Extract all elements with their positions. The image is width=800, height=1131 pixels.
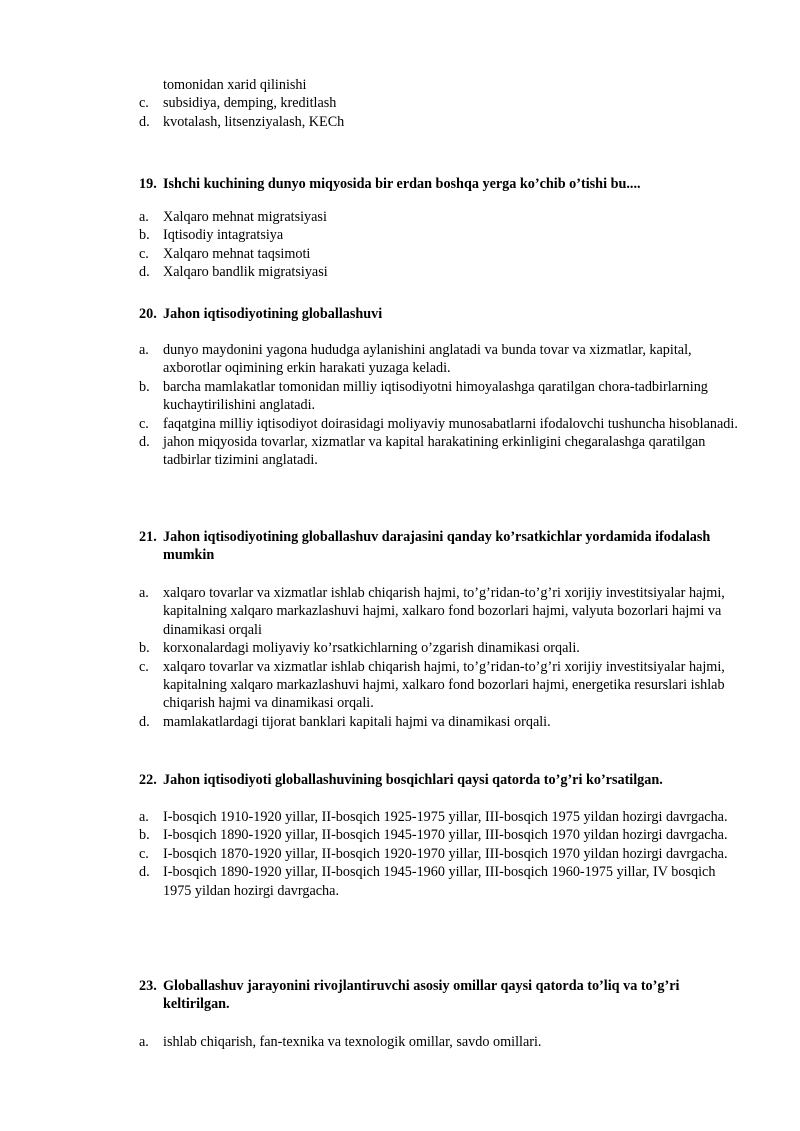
option-a <box>139 808 739 826</box>
option-b <box>139 378 739 415</box>
option-d <box>139 863 739 900</box>
option-letter: c. <box>139 658 149 675</box>
option-b <box>139 226 739 244</box>
question-text: Jahon iqtisodiyoti globallashuvining bosqichlari qaysi qatorda to’g’ri ko’rsatilgan. <box>163 772 663 788</box>
question-22-options <box>139 808 739 900</box>
option-text: jahon miqyosida tovarlar, xizmatlar va kapital harakatining erkinligini chegaralashga qaratilgan tadbirlar tizimini anglatadi. <box>163 434 706 469</box>
question-text: Ishchi kuchining dunyo miqyosida bir erdan boshqa yerga ko’chib o’tishi bu.... <box>163 176 641 192</box>
option-b <box>139 826 739 844</box>
option-c <box>139 845 739 863</box>
option-text: dunyo maydonini yagona hududga aylanishini anglatadi va bunda tovar va xizmatlar, kapital, axborotlar oqimining erkin harakati yuzaga keladi. <box>163 342 692 377</box>
prev-question-options <box>139 76 739 131</box>
option-a <box>139 208 739 226</box>
question-number: 21. <box>139 529 157 545</box>
option-letter: d. <box>139 434 150 451</box>
option-letter: d. <box>139 713 150 730</box>
option-text: I-bosqich 1890-1920 yillar, II-bosqich 1945-1960 yillar, III-bosqich 1960-1975 yillar, IV bosqich 1975 yildan hozirgi davrgacha. <box>163 864 716 899</box>
option-text: Iqtisodiy intagratsiya <box>163 227 284 244</box>
option-letter: b. <box>139 827 150 844</box>
option-letter: c. <box>139 415 149 432</box>
option-a <box>139 341 739 378</box>
option-c <box>139 94 739 112</box>
option-a <box>139 584 739 639</box>
option-d <box>139 113 739 131</box>
question-19-options <box>139 208 739 282</box>
option-letter: a. <box>139 809 149 825</box>
option-c <box>139 658 739 713</box>
question-number: 23. <box>139 978 157 994</box>
option-continuation: tomonidan xarid qilinishi <box>163 77 307 93</box>
option-d <box>139 713 739 731</box>
option-d <box>139 263 739 281</box>
option-a <box>139 1033 739 1051</box>
question-23-title <box>139 977 739 1014</box>
question-21-options <box>139 584 739 731</box>
question-number: 19. <box>139 176 157 192</box>
option-letter: c. <box>139 845 149 862</box>
question-20-options <box>139 341 739 470</box>
option-text: faqatgina milliy iqtisodiyot doirasidagi moliyaviy munosabatlarni ifodalovchi tushuncha hisoblanadi. <box>163 415 738 432</box>
option-text: Xalqaro bandlik migratsiyasi <box>163 264 328 281</box>
question-19-title <box>139 175 739 193</box>
option-letter: b. <box>139 640 150 657</box>
option-letter: d. <box>139 864 150 881</box>
option-text: xalqaro tovarlar va xizmatlar ishlab chiqarish hajmi, to’g’ridan-to’g’ri xorijiy investitsiyalar hajmi, kapitalning xalqaro markazlashuvi hajmi, xalkaro fond bozorlari hajmi, energetika resurslari ishlab chiqarish hajmi va dinamikasi orqali. <box>163 658 725 712</box>
option-c <box>139 245 739 263</box>
question-text: Globallashuv jarayonini rivojlantiruvchi asosiy omillar qaysi qatorda to’liq va to’g’ri keltirilgan. <box>163 978 680 1013</box>
question-number: 22. <box>139 772 157 788</box>
option-letter: a. <box>139 342 149 358</box>
option-text: ishlab chiqarish, fan-texnika va texnologik omillar, savdo omillari. <box>163 1034 542 1050</box>
option-letter: a. <box>139 209 149 225</box>
question-text: Jahon iqtisodiyotining globallashuv darajasini qanday ko’rsatkichlar yordamida ifodalash mumkin <box>163 529 711 564</box>
option-letter: c. <box>139 95 149 112</box>
option-d <box>139 433 739 470</box>
option-c <box>139 415 739 433</box>
question-21-title <box>139 528 739 565</box>
option-letter: d. <box>139 264 150 281</box>
option-text: Xalqaro mehnat migratsiyasi <box>163 209 327 225</box>
option-letter: b. <box>139 378 150 395</box>
option-text: I-bosqich 1870-1920 yillar, II-bosqich 1920-1970 yillar, III-bosqich 1970 yildan hozirgi davrgacha. <box>163 845 728 862</box>
option-letter: d. <box>139 113 150 130</box>
question-23-options <box>139 1033 739 1051</box>
option-b <box>139 639 739 657</box>
option-letter: a. <box>139 585 149 601</box>
option-text: barcha mamlakatlar tomonidan milliy iqtisodiyotni himoyalashga qaratilgan chora-tadbirlarning kuchaytirilishini anglatadi. <box>163 378 708 414</box>
option-text: Xalqaro mehnat taqsimoti <box>163 245 311 262</box>
question-number: 20. <box>139 306 157 322</box>
option-text: mamlakatlardagi tijorat banklari kapitali hajmi va dinamikasi orqali. <box>163 713 551 730</box>
option-text: xalqaro tovarlar va xizmatlar ishlab chiqarish hajmi, to’g’ridan-to’g’ri xorijiy investitsiyalar hajmi, kapitalning xalqaro markazlashuvi hajmi, xalkaro fond bozorlari hajmi, valyuta bozorlari hajmi va dinamikasi orqali <box>163 585 725 638</box>
option-text: korxonalardagi moliyaviy ko’rsatkichlarning o’zgarish dinamikasi orqali. <box>163 640 580 657</box>
option-letter: b. <box>139 227 150 244</box>
option-text: I-bosqich 1910-1920 yillar, II-bosqich 1925-1975 yillar, III-bosqich 1975 yildan hozirgi davrgacha. <box>163 809 728 825</box>
question-text: Jahon iqtisodiyotining globallashuvi <box>163 306 383 322</box>
option-letter: c. <box>139 245 149 262</box>
option-text: kvotalash, litsenziyalash, KECh <box>163 113 345 130</box>
option-text: subsidiya, demping, kreditlash <box>163 95 337 112</box>
question-22-title <box>139 771 739 789</box>
option-text: I-bosqich 1890-1920 yillar, II-bosqich 1945-1970 yillar, III-bosqich 1970 yildan hozirgi davrgacha. <box>163 827 728 844</box>
option-letter: a. <box>139 1034 149 1050</box>
question-20-title <box>139 305 739 323</box>
